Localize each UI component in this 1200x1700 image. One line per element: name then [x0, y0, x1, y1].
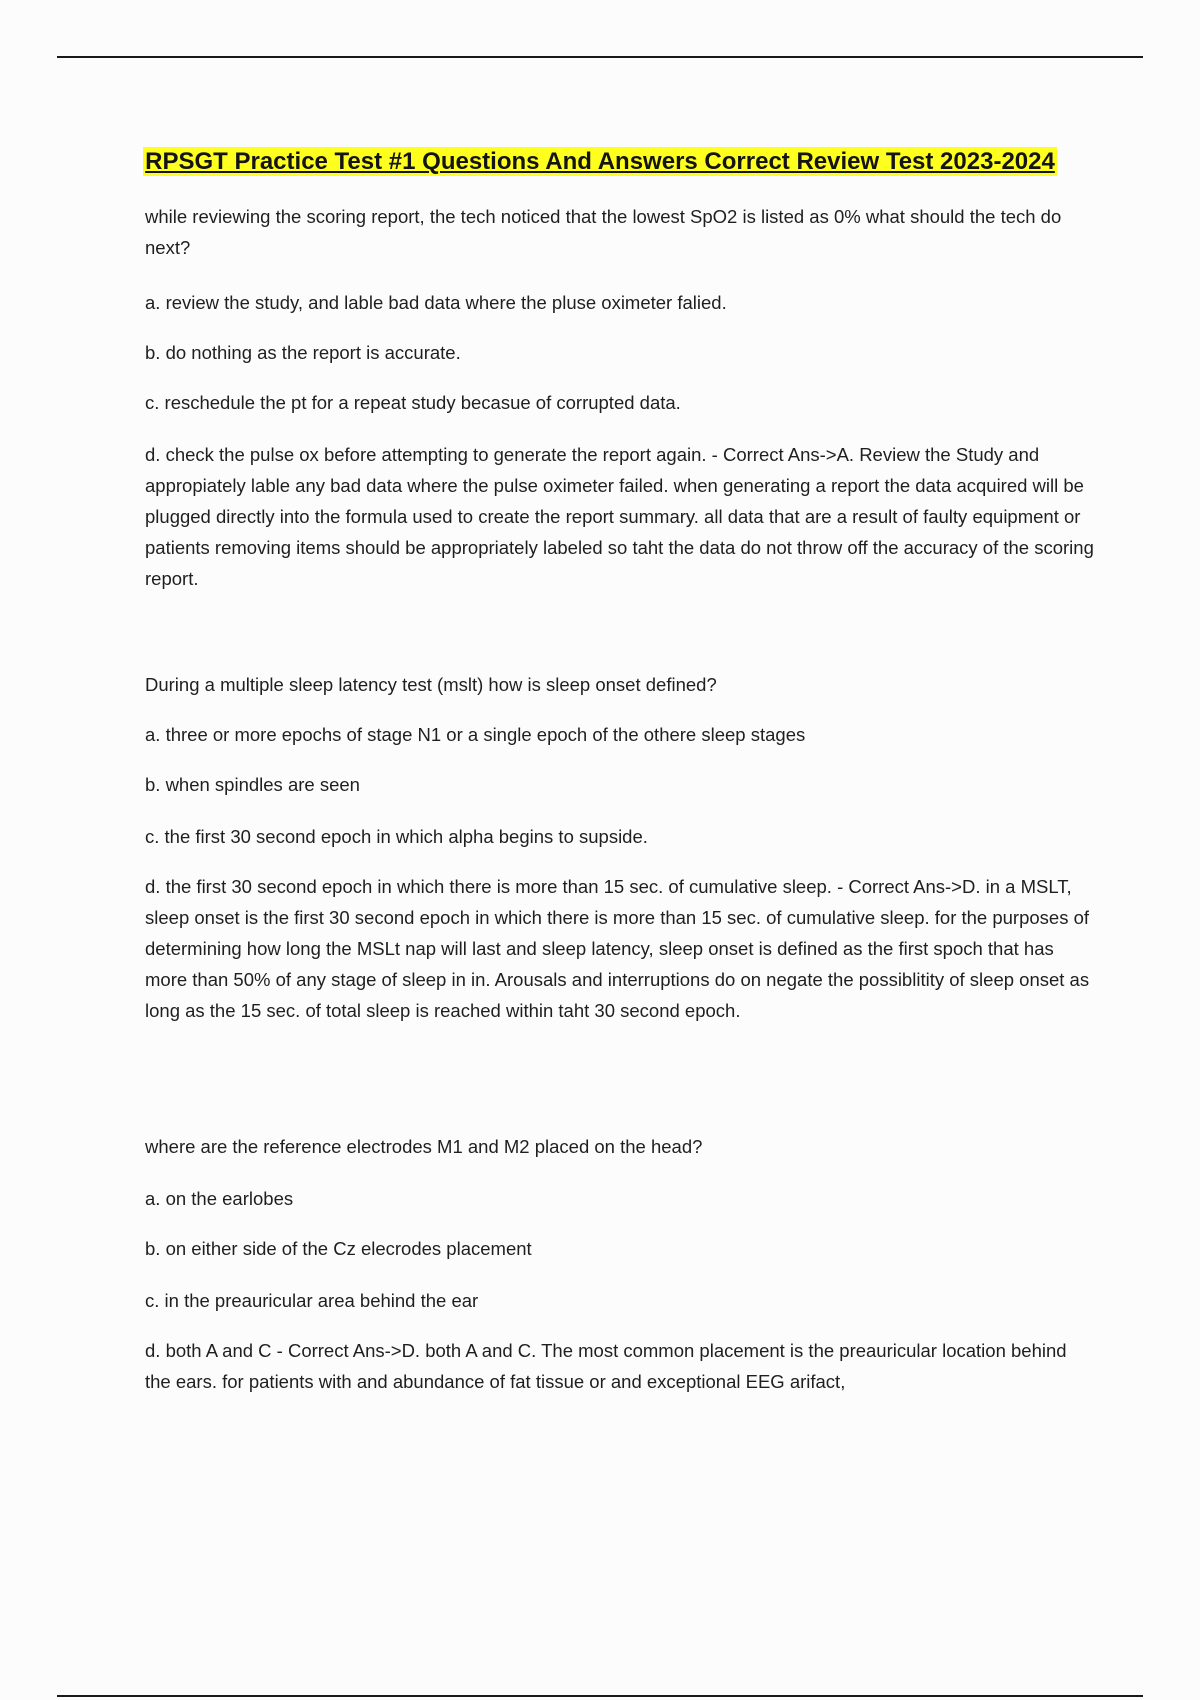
- question-2-option-a: a. three or more epochs of stage N1 or a single epoch of the othere sleep stages: [145, 724, 806, 745]
- question-3-text: where are the reference electrodes M1 and M2 placed on the head?: [145, 1136, 703, 1157]
- footer-rule: [57, 1695, 1143, 1697]
- question-3-option-c: c. in the preauricular area behind the ear: [145, 1290, 479, 1311]
- title-container: [0, 147, 1200, 176]
- question-3-option-a: a. on the earlobes: [145, 1188, 294, 1209]
- document-title: RPSGT Practice Test #1 Questions And Answers Correct Review Test 2023-2024: [145, 148, 1055, 175]
- question-2-text: During a multiple sleep latency test (mslt) how is sleep onset defined?: [145, 674, 717, 695]
- header-rule: [57, 56, 1143, 58]
- question-1-option-b: b. do nothing as the report is accurate.: [145, 342, 461, 363]
- question-2-option-c: c. the first 30 second epoch in which alpha begins to supside.: [145, 826, 648, 847]
- question-1-option-c: c. reschedule the pt for a repeat study becasue of corrupted data.: [145, 392, 681, 413]
- question-1-option-d-answer: d. check the pulse ox before attempting to generate the report again. - Correct Ans->A. Review the Study and appropiately lable any bad data where the pulse oximeter failed. when generating a report the data acquired will be plugged directly into the formula used to create the report summary. all data that are a result of faulty equipment or patients removing items should be appropriately labeled so taht the data do not throw off the accuracy of the scoring report.: [145, 444, 1094, 589]
- question-3-option-d-answer: d. both A and C - Correct Ans->D. both A and C. The most common placement is the preauricular location behind the ears. for patients with and abundance of fat tissue or and exceptional EEG arifact,: [145, 1340, 1067, 1392]
- question-3-option-b: b. on either side of the Cz elecrodes placement: [145, 1238, 532, 1259]
- question-2-option-b: b. when spindles are seen: [145, 774, 360, 795]
- question-1-text: while reviewing the scoring report, the tech noticed that the lowest SpO2 is listed as 0% what should the tech do next?: [145, 206, 1062, 258]
- question-1-option-a: a. review the study, and lable bad data where the pluse oximeter falied.: [145, 292, 727, 313]
- question-2-option-d-answer: d. the first 30 second epoch in which there is more than 15 sec. of cumulative sleep. - Correct Ans->D. in a MSLT, sleep onset is the first 30 second epoch in which there is more than 15 sec. of cumulative sleep. for the purposes of determining how long the MSLt nap will last and sleep latency, sleep onset is defined as the first spoch that has more than 50% of any stage of sleep in in. Arousals and interruptions do on negate the possiblitity of sleep onset as long as the 15 sec. of total sleep is reached within taht 30 second epoch.: [145, 876, 1090, 1021]
